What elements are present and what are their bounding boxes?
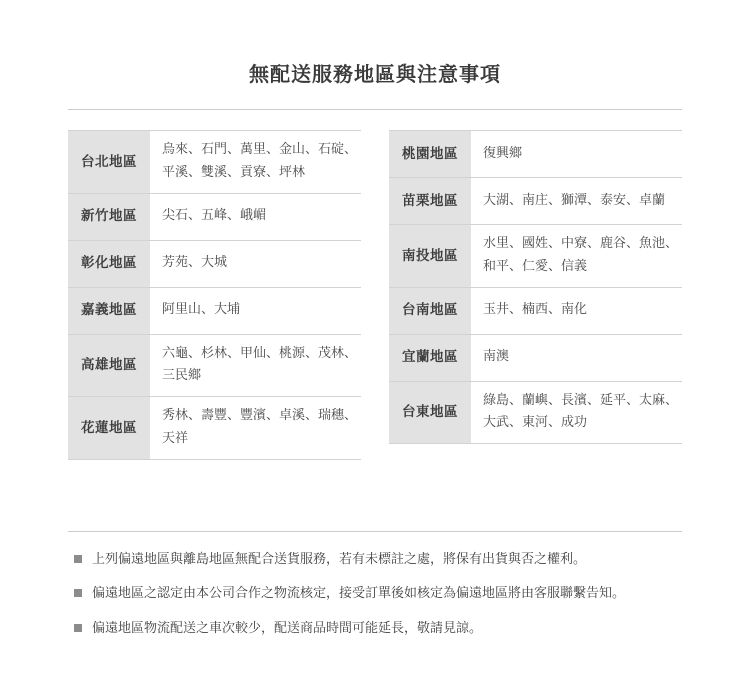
note-text: 偏遠地區之認定由本公司合作之物流核定，接受訂單後如核定為偏遠地區將由客服聯繫告知。 — [92, 586, 626, 602]
region-label: 台南地區 — [389, 288, 471, 334]
table-row — [389, 178, 682, 225]
region-areas: 復興鄉 — [483, 145, 523, 161]
region-label: 高雄地區 — [68, 335, 150, 397]
region-areas: 尖石、五峰、峨嵋 — [162, 208, 267, 224]
regions-table-left — [68, 130, 375, 460]
region-areas: 芳苑、大城 — [162, 255, 228, 271]
region-label: 南投地區 — [389, 225, 471, 287]
region-areas: 秀林、壽豐、豐濱、卓溪、瑞穗、天祥 — [162, 408, 358, 446]
table-row — [68, 130, 361, 194]
region-label: 彰化地區 — [68, 241, 150, 287]
note-item — [68, 550, 682, 571]
notes-section — [68, 531, 682, 640]
note-item — [68, 584, 682, 605]
region-label: 宜蘭地區 — [389, 335, 471, 381]
region-label: 新竹地區 — [68, 194, 150, 240]
table-row — [68, 194, 361, 241]
table-row — [68, 241, 361, 288]
region-areas: 玉井、楠西、南化 — [483, 302, 588, 318]
region-areas: 水里、國姓、中寮、鹿谷、魚池、和平、仁愛、信義 — [483, 236, 679, 274]
region-areas: 六龜、杉林、甲仙、桃源、茂林、三民鄉 — [162, 345, 358, 384]
notes-divider — [68, 531, 682, 532]
table-row — [389, 225, 682, 288]
region-label: 嘉義地區 — [68, 288, 150, 334]
region-areas: 南澳 — [483, 349, 510, 365]
table-row — [389, 288, 682, 335]
page-title: 無配送服務地區與注意事項 — [249, 62, 501, 86]
regions-table-right — [375, 130, 682, 444]
region-label: 桃園地區 — [389, 131, 471, 177]
table-row — [68, 397, 361, 460]
region-areas: 綠島、蘭嶼、長濱、延平、太麻、大武、東河、成功 — [483, 392, 679, 431]
region-label: 苗栗地區 — [389, 178, 471, 224]
region-label: 台東地區 — [389, 382, 471, 444]
square-bullet-icon — [74, 555, 82, 563]
square-bullet-icon — [74, 589, 82, 597]
title-divider — [68, 109, 682, 110]
table-row — [389, 335, 682, 382]
region-areas: 大湖、南庄、獅潭、泰安、卓蘭 — [483, 192, 666, 208]
region-label: 花蓮地區 — [68, 397, 150, 459]
table-row — [389, 130, 682, 178]
table-row — [68, 335, 361, 398]
region-label: 台北地區 — [68, 131, 150, 193]
note-item — [68, 619, 682, 640]
note-text: 上列偏遠地區與離島地區無配合送貨服務，若有未標註之處，將保有出貨與否之權利。 — [92, 551, 587, 567]
note-text: 偏遠地區物流配送之車次較少，配送商品時間可能延長，敬請見諒。 — [92, 621, 483, 637]
square-bullet-icon — [74, 624, 82, 632]
table-row — [389, 382, 682, 445]
region-areas: 阿里山、大埔 — [162, 302, 241, 318]
regions-tables — [68, 130, 682, 460]
region-areas: 烏來、石門、萬里、金山、石碇、平溪、雙溪、貢寮、坪林 — [162, 142, 358, 180]
table-row — [68, 288, 361, 335]
